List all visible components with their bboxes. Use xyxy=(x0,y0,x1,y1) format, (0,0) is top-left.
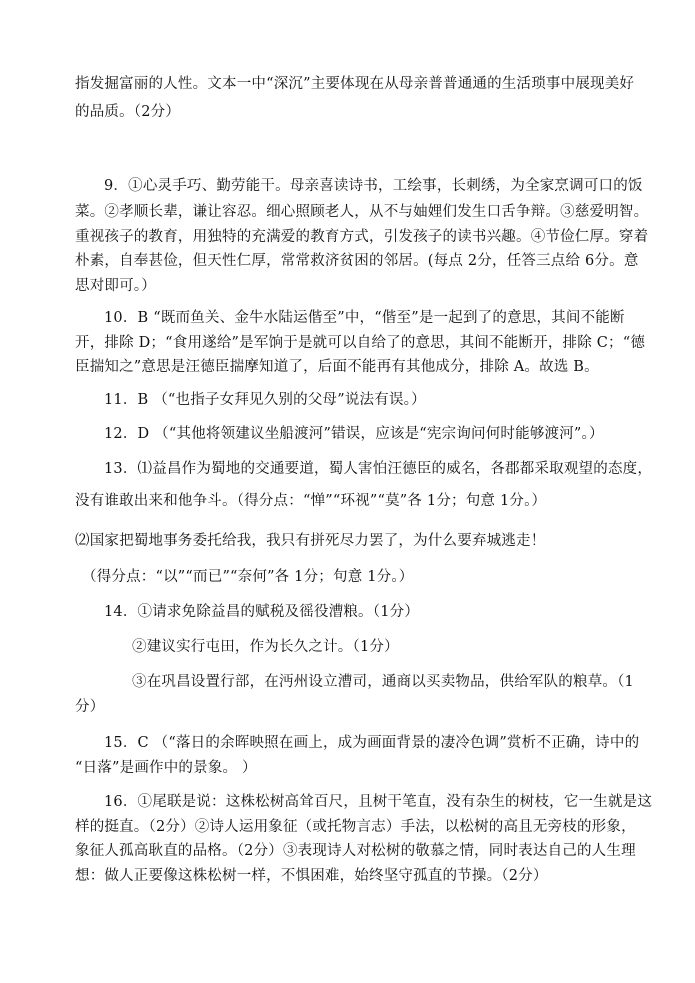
text-line: 12．D （“其他将领建议坐船渡河”错误，应该是“宪宗询问何时能够渡河”。） xyxy=(104,426,604,442)
text-line: “日落”是画作中的景象。 ） xyxy=(75,760,257,776)
text-line: 臣揣知之”意思是汪德臣揣摩知道了，后面不能再有其他成分，排除 A。故选 B。 xyxy=(75,359,599,375)
text-line: 的品质。（2分） xyxy=(75,104,181,120)
text-line: 想：做人正要像这株松树一样，不惧困难，始终坚守孤直的节操。（2分） xyxy=(75,868,548,884)
text-line: 指发掘富丽的人性。文本一中“深沉”主要体现在从母亲普普通通的生活琐事中展现美好 xyxy=(75,76,635,92)
text-line: 15．C （“落日的余晖映照在画上，成为画面背景的凄冷色调”赏析不正确，诗中的 xyxy=(104,735,640,751)
text-line: 朴素，自奉甚俭，但天性仁厚，常常救济贫困的邻居。(每点 2分，任答三点给 6分。意 xyxy=(75,253,639,269)
text-line: 14．①请求免除益昌的赋税及徭役漕粮。（1分） xyxy=(104,604,420,620)
text-line: 象征人孤高耿直的品格。（2分）③表现诗人对松树的敬慕之情，同时表达自己的人生理 xyxy=(75,843,636,859)
text-line: （得分点：“以”“而已”“奈何”各 1分；句意 1分。） xyxy=(82,569,414,585)
text-line: 11．B （“也指子女拜见久别的父母”说法有误。） xyxy=(104,392,426,408)
text-line: 分） xyxy=(75,699,105,715)
text-line: 菜。②孝顺长辈，谦让容忍。细心照顾老人，从不与妯娌们发生口舌争辩。③慈爱明智。 xyxy=(75,204,649,220)
text-line: 10．B “既而鱼关、金牛水陆运偕至”中，“偕至”是一起到了的意思，其间不能断 xyxy=(104,310,625,326)
text-line: 没有谁敢出来和他争斗。（得分点：“惮”“环视”“莫”各 1分；句意 1分。） xyxy=(75,493,547,509)
text-line: 重视孩子的教育，用独特的充满爱的教育方式，引发孩子的读书兴趣。④节俭仁厚。穿着 xyxy=(75,229,649,245)
text-line: 思对即可。） xyxy=(75,278,156,294)
text-line: ⑵国家把蜀地事务委托给我，我只有拼死尽力罢了，为什么要弃城逃走！ xyxy=(75,533,546,549)
text-line: ②建议实行屯田，作为长久之计。（1分） xyxy=(132,639,399,655)
text-line: 13．⑴益昌作为蜀地的交通要道，蜀人害怕汪德臣的威名，各郡都采取观望的态度， xyxy=(104,461,653,477)
text-line: 16．①尾联是说：这株松树高耸百尺，且树干笔直，没有杂生的树枝，它一生就是这 xyxy=(104,794,653,810)
text-line: 样的挺直。（2分）②诗人运用象征（或托物言志）手法，以松树的高且无旁枝的形象， xyxy=(75,819,636,835)
text-line: ③在巩昌设置行部，在沔州设立漕司，通商以买卖物品，供给军队的粮草。（1 xyxy=(132,674,634,690)
text-line: 开，排除 D；“食用遂给”是军饷于是就可以自给了的意思，其间不能断开，排除 C；“德 xyxy=(75,335,646,351)
text-line: 9．①心灵手巧、勤劳能干。母亲喜读诗书，工绘事，长刺绣，为全家烹调可口的饭 xyxy=(104,178,643,194)
